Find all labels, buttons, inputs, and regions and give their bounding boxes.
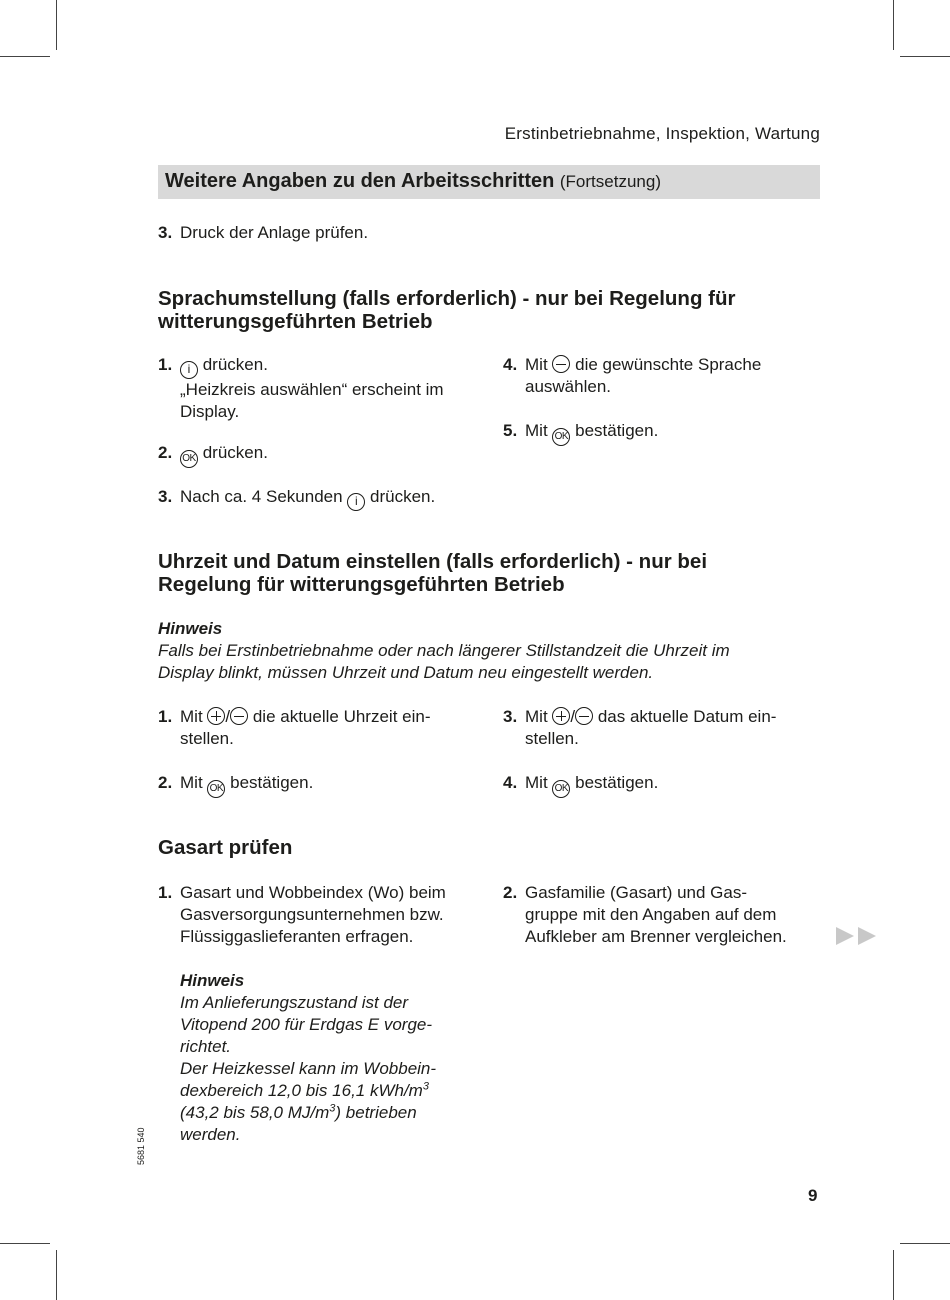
step-text: Druck der Anlage prüfen. bbox=[180, 223, 369, 242]
step-number: 1. bbox=[158, 883, 173, 902]
page-number: 9 bbox=[808, 1186, 818, 1205]
note-block: Hinweis Falls bei Erstinbetriebnahme oder nach längerer Stillstandzeit die Uhrzeit im Display blinkt, müssen Uhrzeit und Datum neu eingestellt werden. bbox=[158, 618, 838, 684]
section-subtitle: (Fortsetzung) bbox=[559, 172, 661, 191]
minus-icon bbox=[230, 707, 248, 725]
continue-arrows-icon bbox=[834, 925, 880, 947]
running-header: Erstinbetriebnahme, Inspektion, Wartung bbox=[504, 124, 820, 143]
heading-sprachumstellung: Sprachumstellung (falls erforderlich) - nur bei Regelung für witterungsgeführten Betrieb bbox=[158, 287, 736, 333]
heading-uhrzeit-datum: Uhrzeit und Datum einstellen (falls erforderlich) - nur bei Regelung für witterungsgeführten Betrieb bbox=[158, 550, 708, 596]
heading-gasart: Gasart prüfen bbox=[158, 836, 293, 859]
crop-mark bbox=[893, 1250, 894, 1300]
step-number: 3. bbox=[158, 487, 173, 506]
ok-icon: OK bbox=[552, 780, 570, 798]
crop-mark bbox=[900, 1243, 950, 1244]
section-title: Weitere Angaben zu den Arbeitsschritten (Fortsetzung) bbox=[165, 170, 661, 192]
crop-mark bbox=[0, 56, 50, 57]
ok-icon: OK bbox=[180, 450, 198, 468]
note-title: Hinweis bbox=[180, 971, 245, 990]
crop-mark bbox=[56, 1250, 57, 1300]
ok-icon: OK bbox=[552, 428, 570, 446]
step-number: 3. bbox=[503, 707, 518, 726]
crop-mark bbox=[893, 0, 894, 50]
step-number: 3. bbox=[158, 223, 173, 242]
step-number: 4. bbox=[503, 355, 518, 374]
ok-icon: OK bbox=[207, 780, 225, 798]
crop-mark bbox=[56, 0, 57, 50]
minus-icon bbox=[575, 707, 593, 725]
step-number: 4. bbox=[503, 773, 518, 792]
step-number: 5. bbox=[503, 421, 518, 440]
document-code: 5681 540 bbox=[136, 1127, 146, 1165]
info-icon: i bbox=[347, 493, 365, 511]
step-number: 1. bbox=[158, 707, 173, 726]
step-number: 2. bbox=[503, 883, 518, 902]
minus-icon bbox=[552, 355, 570, 373]
plus-icon bbox=[207, 707, 225, 725]
crop-mark bbox=[900, 56, 950, 57]
info-icon: i bbox=[180, 361, 198, 379]
note-title: Hinweis bbox=[158, 619, 223, 638]
crop-mark bbox=[0, 1243, 50, 1244]
step-number: 1. bbox=[158, 355, 173, 374]
step-number: 2. bbox=[158, 443, 173, 462]
step-number: 2. bbox=[158, 773, 173, 792]
plus-icon bbox=[552, 707, 570, 725]
note-block: Hinweis Im Anlieferungszustand ist der Vitopend 200 für Erdgas E vorge- richtet. Der Heizkessel kann im Wobbein- dexbereich 12,0 bis 16,1 kWh/$m^3$ (43,2 bis 58,0 $MJ/m^3$) betrieben werden. bbox=[180, 970, 480, 1146]
section-title-bar bbox=[158, 165, 820, 199]
